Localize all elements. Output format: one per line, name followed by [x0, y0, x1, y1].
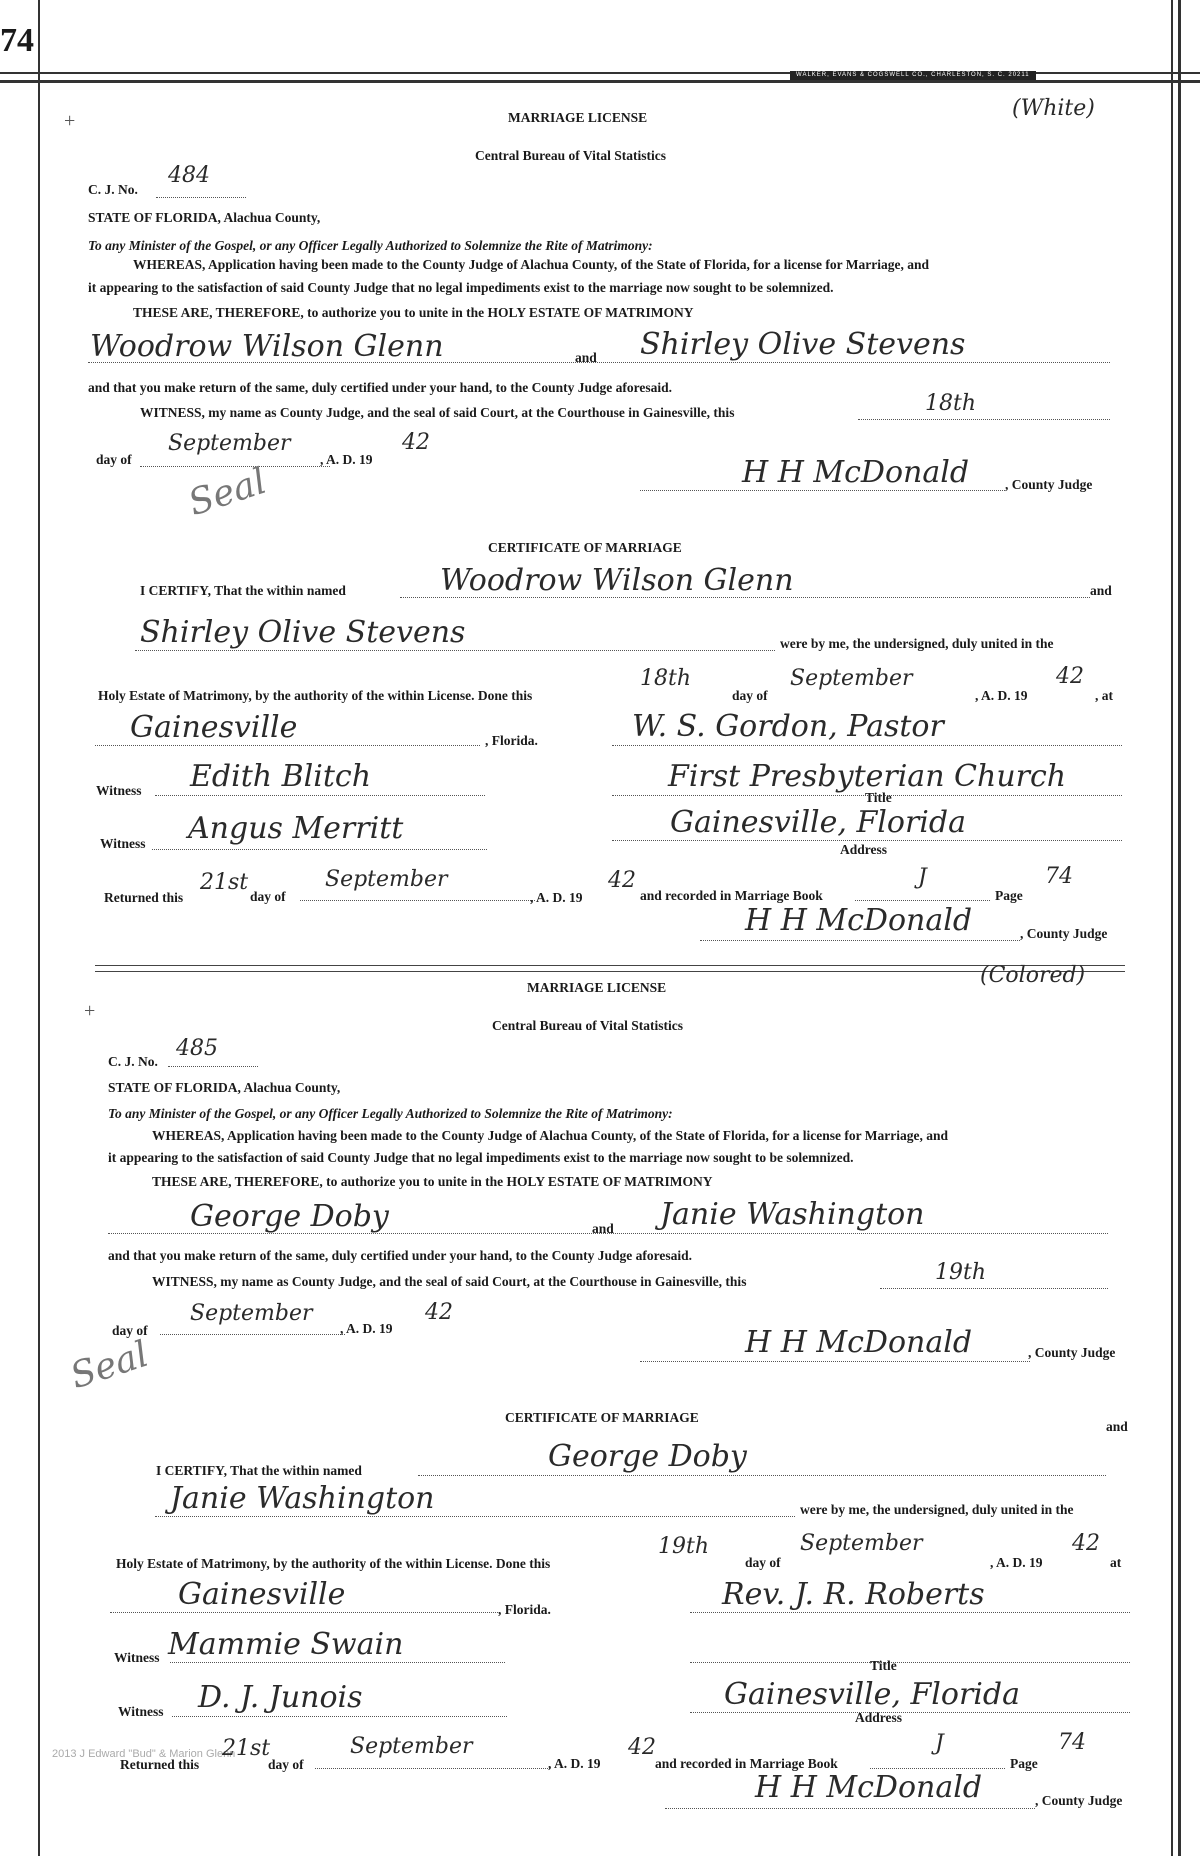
- done-ad-19: , A. D. 19: [975, 688, 1028, 703]
- cj-number: 484: [168, 163, 210, 188]
- returned-month: September: [325, 867, 448, 892]
- right-border: [1171, 0, 1173, 1856]
- certify-line: I CERTIFY, That the within named: [140, 583, 346, 598]
- judge-signature-2: H H McDonald: [745, 903, 973, 938]
- license-month-2: September: [190, 1301, 313, 1326]
- address-label: Address: [840, 842, 888, 857]
- court-seal: Seal: [183, 460, 272, 525]
- margin-mark-2: +: [84, 1000, 96, 1022]
- whereas-1-2: WHEREAS, Application having been made to the County Judge of Alachua County, of the State of Florida, for a license for Marriage, and: [152, 1128, 949, 1143]
- marriage-place-2: Gainesville: [178, 1577, 346, 1612]
- cj-number-2: 485: [176, 1036, 218, 1061]
- license-year-2: 42: [425, 1300, 453, 1325]
- returned-year: 42: [608, 868, 636, 893]
- were-by-me: were by me, the undersigned, duly united in the: [780, 636, 1054, 651]
- page-label-2: Page: [1010, 1756, 1038, 1771]
- page-value: 74: [1045, 864, 1073, 889]
- license-day-2: 19th: [935, 1260, 987, 1285]
- day-of-label-2: day of: [112, 1323, 148, 1338]
- cert-and-label-2: and: [1106, 1419, 1128, 1434]
- book-value: J: [918, 865, 927, 890]
- address-line-2: To any Minister of the Gospel, or any Officer Legally Authorized to Solemnize the Rite of Matrimony:: [108, 1106, 673, 1121]
- done-day-2: 19th: [658, 1534, 710, 1559]
- done-year: 42: [1056, 664, 1084, 689]
- state-line-2: STATE OF FLORIDA, Alachua County,: [108, 1080, 341, 1095]
- florida-label-2: , Florida.: [498, 1602, 551, 1617]
- witness-line: WITNESS, my name as County Judge, and the seal of said Court, at the Courthouse in Gainesville, this: [140, 405, 735, 420]
- witness2-name: Angus Merritt: [188, 811, 404, 846]
- witness2-label: Witness: [100, 836, 146, 851]
- done-ad-19-2: , A. D. 19: [990, 1555, 1043, 1570]
- bride-name: Shirley Olive Stevens: [640, 327, 966, 362]
- record-separator: [95, 965, 1125, 972]
- certify-line-2: I CERTIFY, That the within named: [156, 1463, 362, 1478]
- done-day: 18th: [640, 666, 692, 691]
- state-line: STATE OF FLORIDA, Alachua County,: [88, 210, 321, 225]
- were-by-me-2: were by me, the undersigned, duly united in the: [800, 1502, 1074, 1517]
- returned-year-2: 42: [628, 1735, 656, 1760]
- county-judge-label: , County Judge: [1005, 477, 1093, 492]
- license-title-2: MARRIAGE LICENSE: [527, 980, 667, 995]
- county-judge-label-3: , County Judge: [1028, 1345, 1116, 1360]
- groom-name-2: George Doby: [190, 1199, 389, 1234]
- done-day-of-2: day of: [745, 1555, 781, 1570]
- cert-and-label: and: [1090, 583, 1112, 598]
- returned-day-of-2: day of: [268, 1757, 304, 1772]
- and-label: and: [575, 350, 597, 365]
- returned-day-of: day of: [250, 889, 286, 904]
- county-judge-label-4: , County Judge: [1035, 1793, 1123, 1808]
- court-seal-2: Seal: [65, 1333, 154, 1398]
- certificate-title: CERTIFICATE OF MARRIAGE: [488, 540, 682, 555]
- marriage-place: Gainesville: [130, 710, 298, 745]
- recorded-label: and recorded in Marriage Book: [640, 888, 823, 903]
- printer-imprint: WALKER, EVANS & COGSWELL CO., CHARLESTON, S. C. 20211: [790, 71, 1036, 80]
- license-year: 42: [402, 430, 430, 455]
- witness1-name-2: Mammie Swain: [168, 1627, 404, 1662]
- these-are: THESE ARE, THEREFORE, to authorize you to unite in the HOLY ESTATE OF MATRIMONY: [133, 305, 694, 320]
- race-note-2: (Colored): [980, 963, 1086, 988]
- groom-name: Woodrow Wilson Glenn: [90, 329, 444, 364]
- page-label: Page: [995, 888, 1023, 903]
- page-value-2: 74: [1058, 1730, 1086, 1755]
- return-line: and that you make return of the same, duly certified under your hand, to the County Judge aforesaid.: [88, 380, 673, 395]
- title-label-2: Title: [870, 1658, 897, 1673]
- witness1-name: Edith Blitch: [190, 759, 372, 794]
- copyright-watermark: 2013 J Edward "Bud" & Marion Glenn: [52, 1748, 236, 1760]
- whereas-2-2: it appearing to the satisfaction of said County Judge that no legal impediments exist to the marriage now sought to be solemnized.: [108, 1150, 854, 1165]
- cert-groom-name-2: George Doby: [548, 1439, 747, 1474]
- return-line-2: and that you make return of the same, duly certified under your hand, to the County Judge aforesaid.: [108, 1248, 693, 1263]
- whereas-1: WHEREAS, Application having been made to the County Judge of Alachua County, of the State of Florida, for a license for Marriage, and: [133, 257, 930, 272]
- bureau-2: Central Bureau of Vital Statistics: [492, 1018, 683, 1033]
- address-label-2: Address: [855, 1710, 903, 1725]
- at-label: , at: [1095, 688, 1113, 703]
- witness-line-2: WITNESS, my name as County Judge, and the seal of said Court, at the Courthouse in Gainesville, this: [152, 1274, 747, 1289]
- title-label: Title: [865, 790, 892, 805]
- returned-label-2: Returned this: [120, 1757, 200, 1772]
- holy-estate-line: Holy Estate of Matrimony, by the authority of the within License. Done this: [98, 688, 533, 703]
- at-label-2: at: [1110, 1555, 1122, 1570]
- title-value: First Presbyterian Church: [668, 759, 1067, 794]
- returned-ad-19: , A. D. 19: [530, 890, 583, 905]
- witness2-name-2: D. J. Junois: [198, 1680, 363, 1715]
- cj-label-2: C. J. No.: [108, 1054, 158, 1069]
- done-month: September: [790, 666, 913, 691]
- page-number: 74: [0, 22, 34, 59]
- these-are-2: THESE ARE, THEREFORE, to authorize you to unite in the HOLY ESTATE OF MATRIMONY: [152, 1174, 713, 1189]
- day-of-label: day of: [96, 452, 132, 467]
- bureau: Central Bureau of Vital Statistics: [475, 148, 666, 163]
- top-rule-2: [0, 80, 1200, 83]
- address-line: To any Minister of the Gospel, or any Officer Legally Authorized to Solemnize the Rite of Matrimony:: [88, 238, 653, 253]
- witness1-label-2: Witness: [114, 1650, 160, 1665]
- witness2-label-2: Witness: [118, 1704, 164, 1719]
- whereas-2: it appearing to the satisfaction of said County Judge that no legal impediments exist to the marriage now sought to be solemnized.: [88, 280, 834, 295]
- book-value-2: J: [935, 1731, 944, 1756]
- returned-day-2: 21st: [222, 1736, 271, 1761]
- judge-signature-3: H H McDonald: [745, 1325, 973, 1360]
- returned-month-2: September: [350, 1734, 473, 1759]
- officiant-name-2: Rev. J. R. Roberts: [722, 1577, 985, 1612]
- address-value: Gainesville, Florida: [670, 805, 966, 840]
- recorded-label-2: and recorded in Marriage Book: [655, 1756, 838, 1771]
- license-month: September: [168, 431, 291, 456]
- judge-signature: H H McDonald: [742, 455, 970, 490]
- address-value-2: Gainesville, Florida: [724, 1677, 1020, 1712]
- cert-groom-name: Woodrow Wilson Glenn: [440, 563, 794, 598]
- returned-ad-19-2: , A. D. 19: [548, 1756, 601, 1771]
- race-note: (White): [1012, 96, 1095, 121]
- cert-bride-name: Shirley Olive Stevens: [140, 615, 466, 650]
- cj-label: C. J. No.: [88, 182, 138, 197]
- left-border: [38, 0, 40, 1856]
- done-day-of: day of: [732, 688, 768, 703]
- ad-19: , A. D. 19: [320, 452, 373, 467]
- ad-19-2: , A. D. 19: [340, 1321, 393, 1336]
- done-year-2: 42: [1072, 1531, 1100, 1556]
- holy-estate-line-2: Holy Estate of Matrimony, by the authority of the within License. Done this: [116, 1556, 551, 1571]
- cert-bride-name-2: Janie Washington: [170, 1481, 435, 1516]
- officiant-name: W. S. Gordon, Pastor: [632, 709, 944, 744]
- license-title: MARRIAGE LICENSE: [508, 110, 648, 125]
- done-month-2: September: [800, 1531, 923, 1556]
- county-judge-label-2: , County Judge: [1020, 926, 1108, 941]
- license-day: 18th: [925, 391, 977, 416]
- and-label-2: and: [592, 1221, 614, 1236]
- florida-label: , Florida.: [485, 733, 538, 748]
- bride-name-2: Janie Washington: [660, 1197, 925, 1232]
- margin-mark: +: [64, 110, 76, 132]
- judge-signature-4: H H McDonald: [755, 1770, 983, 1805]
- right-border-outer: [1178, 0, 1181, 1856]
- returned-day: 21st: [200, 870, 249, 895]
- returned-label: Returned this: [104, 890, 184, 905]
- witness1-label: Witness: [96, 783, 142, 798]
- certificate-title-2: CERTIFICATE OF MARRIAGE: [505, 1410, 699, 1425]
